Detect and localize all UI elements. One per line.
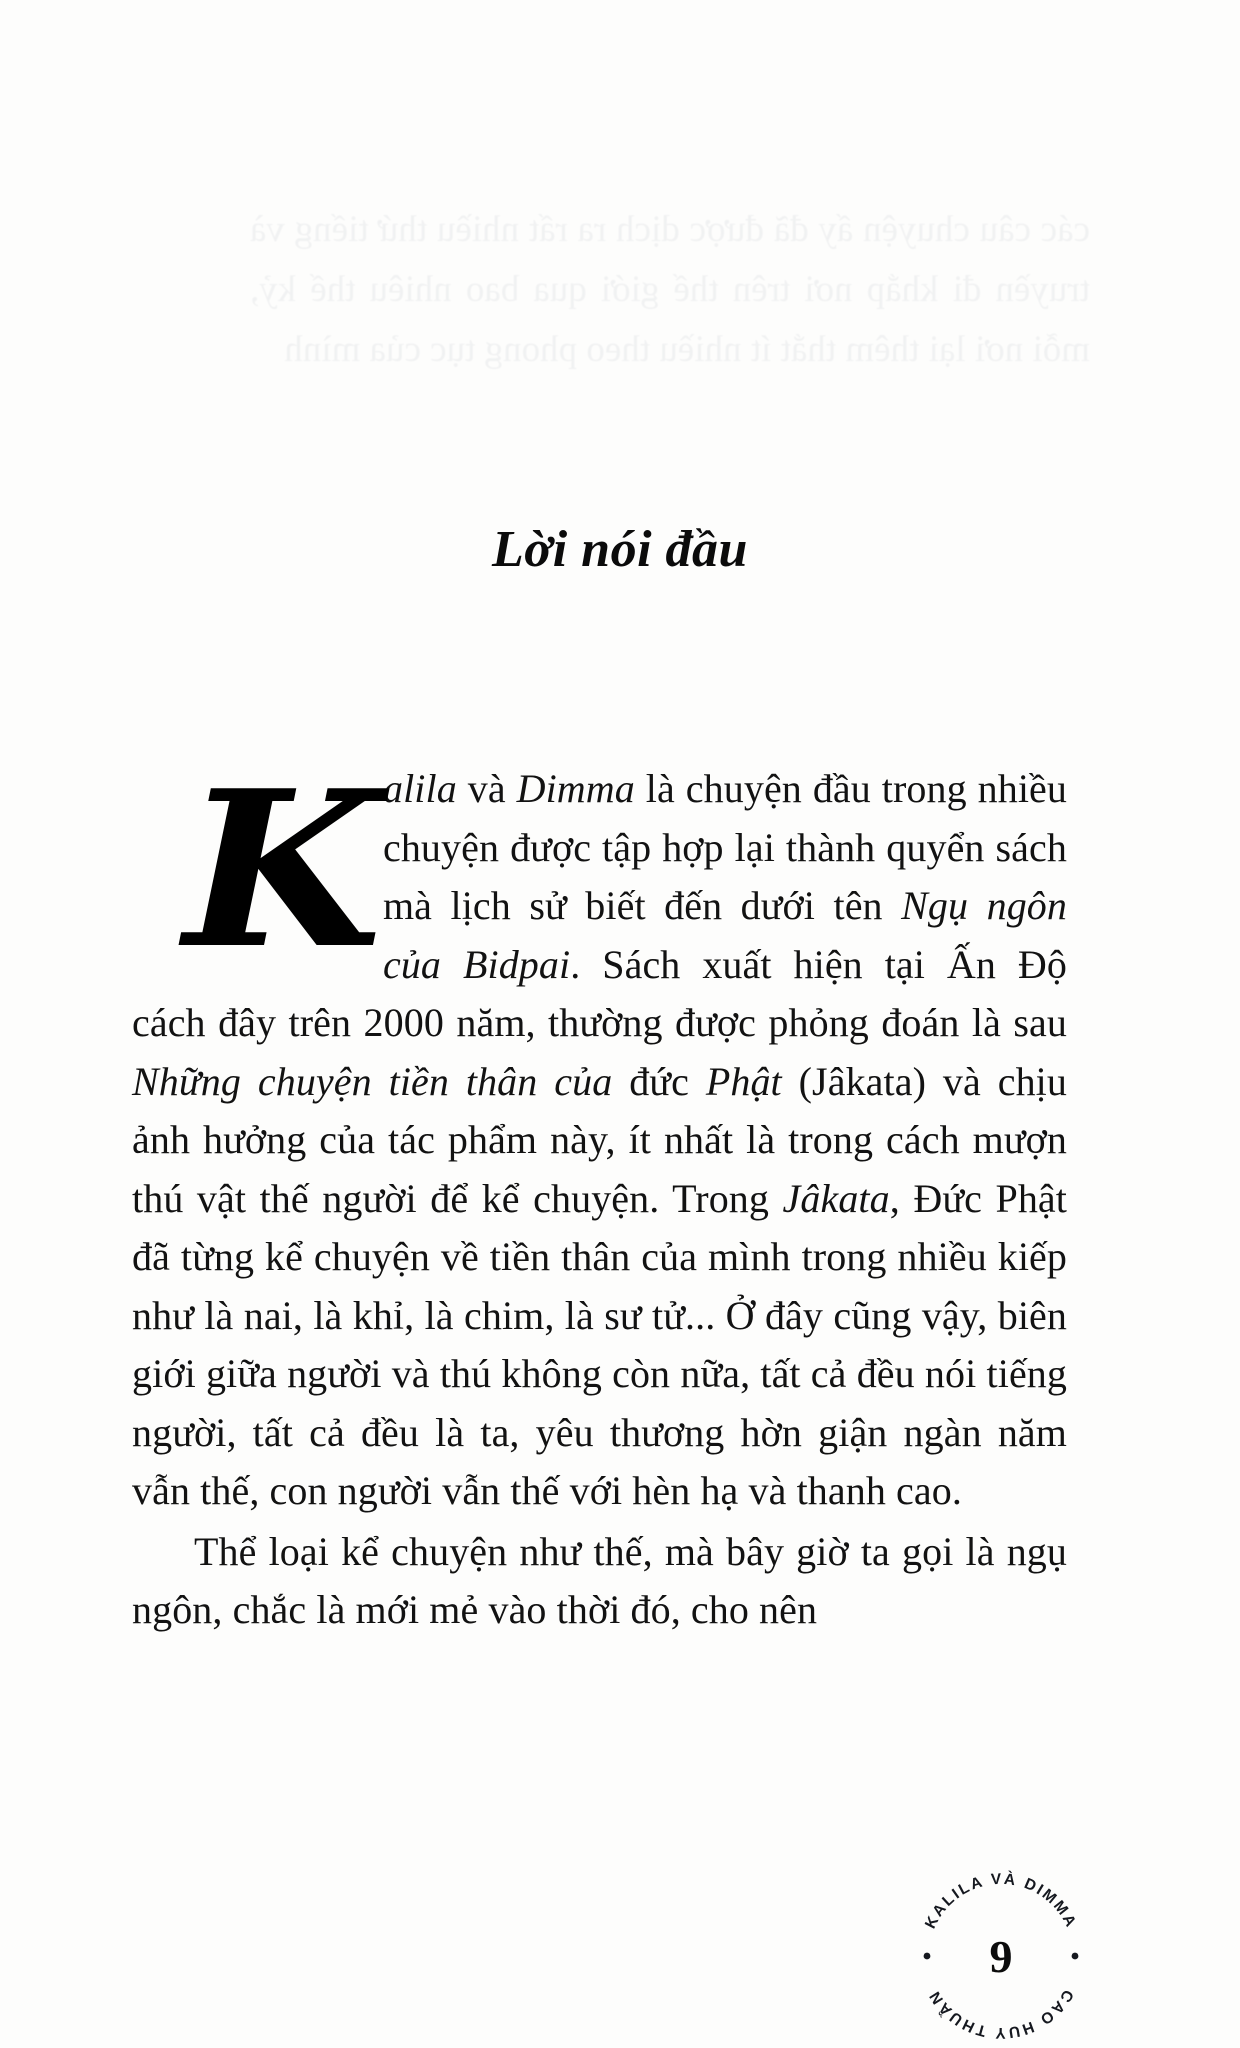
run-text: Những chuyện tiền thân của — [132, 1058, 613, 1104]
run-text: . Sách xuất hiện tại Ấn Độ cách đây trên 2000 năm, thường được phỏng đoán là sau — [132, 941, 1068, 1045]
run-text: Jâkata — [782, 1175, 890, 1221]
page-number: 9 — [989, 1930, 1013, 1982]
run-text: alila — [382, 766, 457, 811]
run-text: Phật — [705, 1058, 782, 1104]
run-text: và — [456, 766, 517, 811]
paragraph-1 — [132, 743, 1068, 1521]
drop-cap-letter: K — [183, 743, 383, 996]
run-text: Dimma — [516, 766, 635, 811]
page-title: Lời nói đầu — [492, 520, 748, 578]
paragraph-2 — [132, 1523, 1067, 1640]
emblem-top-arc-text: KALILA VÀ DIMMA — [922, 1870, 1080, 1932]
bleed-through-text: các câu chuyện ấy đã được dịch ra rất nhiều thứ tiếng và truyền đi khắp nơi trên thế giới qua bao nhiêu thế kỷ, mỗi nơi lại thêm thắt ít nhiều theo phong tục của mình — [250, 209, 1090, 370]
emblem-bottom-arc-text: CAO HUY THUẦN — [925, 1986, 1077, 2042]
run-text: Thể loại kể chuyện như thế, mà bây giờ ta gọi là ngụ ngôn, chắc là mới mẻ vào thời đó, cho nên — [132, 1528, 1067, 1632]
run-text: , Đức Phật đã từng kể chuyện về tiền thân của mình trong nhiều kiếp như là nai, là khỉ, là chim, là sư tử... Ở đây cũng vậy, biên giới giữa người và thú không còn nữa, tất cả đều nói tiếng người, tất cả đều là ta, yêu thương hờn giận ngàn năm vẫn thế, con người vẫn thế với hèn hạ và thanh cao. — [132, 1175, 1068, 1513]
run-text: đức — [612, 1058, 706, 1104]
body-text-block — [132, 743, 1068, 1640]
run-text: (Jâkata) và chịu ảnh hưởng của tác phẩm này, ít nhất là trong cách mượn thú vật thế người để kể chuyện. Trong — [132, 1058, 1067, 1221]
run-text: Ngụ ngôn của Bidpai — [382, 883, 1067, 987]
run-text: là chuyện đầu trong nhiều chuyện được tập hợp lại thành quyển sách mà lịch sử biết đến dưới tên — [382, 766, 1068, 928]
page-number-emblem — [907, 1862, 1095, 2048]
